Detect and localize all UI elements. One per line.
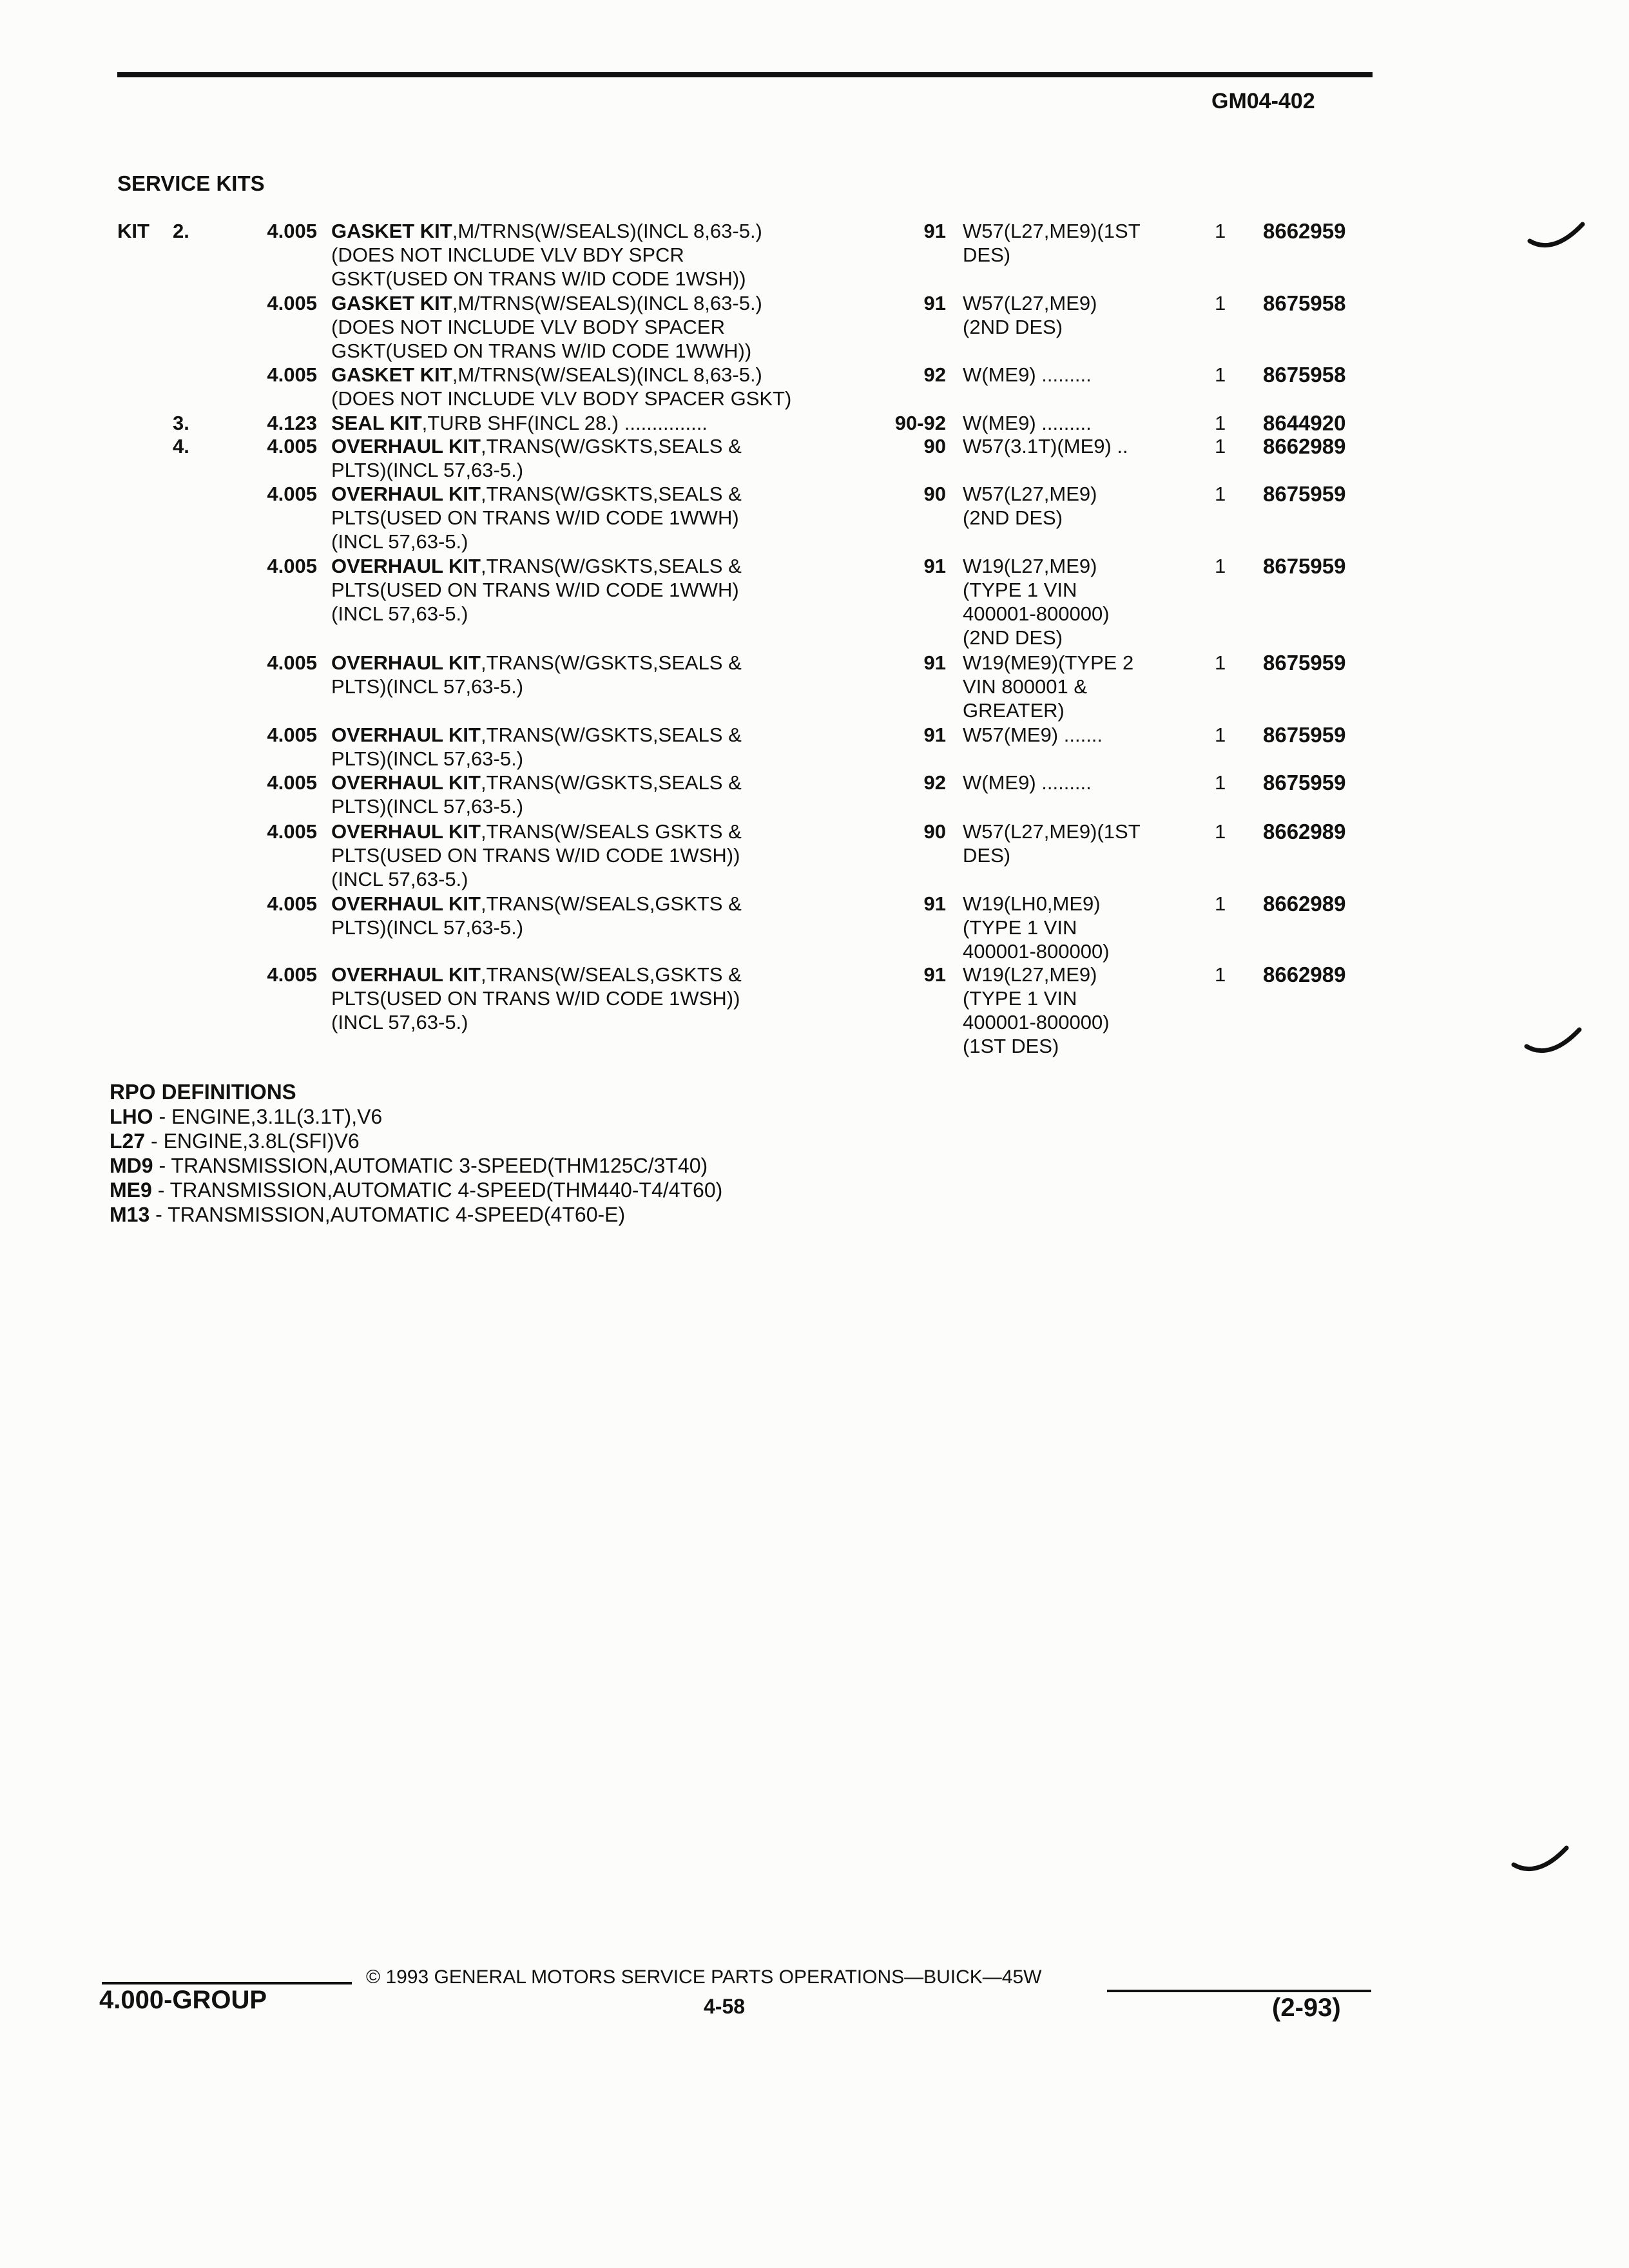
rpo-text: - TRANSMISSION,AUTOMATIC 4-SPEED(THM440-T4/4T60) bbox=[151, 1178, 723, 1202]
model-year: 90 bbox=[923, 483, 946, 505]
figure-number: 4.005 bbox=[267, 363, 317, 386]
part-name: GASKET KIT bbox=[331, 220, 452, 242]
application: W(ME9) ......... bbox=[963, 771, 1092, 794]
application: W57(L27,ME9) (2ND DES) bbox=[963, 483, 1097, 529]
application: W19(L27,ME9) (TYPE 1 VIN 400001-800000) (1ST DES) bbox=[963, 963, 1110, 1057]
quantity: 1 bbox=[1215, 220, 1226, 242]
quantity: 1 bbox=[1215, 724, 1226, 746]
rpo-code: M13 bbox=[110, 1203, 150, 1226]
part-name: OVERHAUL KIT bbox=[331, 724, 481, 746]
part-number: 8662989 bbox=[1263, 434, 1346, 458]
figure-number: 4.005 bbox=[267, 435, 317, 457]
part-number: 8644920 bbox=[1263, 411, 1346, 435]
part-description: OVERHAUL KIT,TRANS(W/GSKTS,SEALS & PLTS)(INCL 57,63-5.) bbox=[331, 651, 742, 698]
figure-number: 4.005 bbox=[267, 555, 317, 577]
check-mark-icon bbox=[1524, 1024, 1582, 1063]
quantity: 1 bbox=[1215, 483, 1226, 505]
part-number: 8675959 bbox=[1263, 651, 1346, 675]
document-code: GM04-402 bbox=[1211, 89, 1315, 113]
model-year: 91 bbox=[923, 220, 946, 242]
kit-label: KIT bbox=[117, 220, 149, 242]
application: W57(ME9) ....... bbox=[963, 724, 1103, 746]
rpo-definition bbox=[110, 1129, 360, 1153]
rpo-code: MD9 bbox=[110, 1154, 153, 1177]
page-number: 4-58 bbox=[704, 1995, 746, 2018]
rpo-text: - TRANSMISSION,AUTOMATIC 3-SPEED(THM125C/3T40) bbox=[153, 1154, 708, 1177]
check-mark-icon bbox=[1511, 1843, 1569, 1881]
application: W19(ME9)(TYPE 2 VIN 800001 & GREATER) bbox=[963, 651, 1134, 722]
item-number: 3. bbox=[173, 412, 189, 434]
figure-number: 4.005 bbox=[267, 220, 317, 242]
model-year: 91 bbox=[923, 724, 946, 746]
section-title: SERVICE KITS bbox=[117, 171, 265, 195]
rpo-definitions-title: RPO DEFINITIONS bbox=[110, 1080, 296, 1104]
rpo-text: - ENGINE,3.8L(SFI)V6 bbox=[145, 1129, 360, 1153]
quantity: 1 bbox=[1215, 555, 1226, 577]
top-rule bbox=[117, 72, 1373, 77]
part-description: OVERHAUL KIT,TRANS(W/GSKTS,SEALS & PLTS)(INCL 57,63-5.) bbox=[331, 771, 742, 818]
part-number: 8675958 bbox=[1263, 291, 1346, 315]
part-number: 8662989 bbox=[1263, 820, 1346, 843]
quantity: 1 bbox=[1215, 892, 1226, 915]
application: W(ME9) ......... bbox=[963, 363, 1092, 386]
part-number: 8675959 bbox=[1263, 723, 1346, 747]
quantity: 1 bbox=[1215, 412, 1226, 434]
part-description: SEAL KIT,TURB SHF(INCL 28.) ............... bbox=[331, 412, 708, 434]
part-number: 8675959 bbox=[1263, 482, 1346, 506]
rpo-code: LHO bbox=[110, 1105, 153, 1128]
part-number: 8662989 bbox=[1263, 892, 1346, 916]
figure-number: 4.005 bbox=[267, 771, 317, 794]
model-year: 90-92 bbox=[894, 412, 946, 434]
model-year: 92 bbox=[923, 363, 946, 386]
quantity: 1 bbox=[1215, 292, 1226, 314]
part-name: OVERHAUL KIT bbox=[331, 963, 481, 986]
check-mark-icon bbox=[1527, 219, 1585, 258]
copyright-notice: © 1993 GENERAL MOTORS SERVICE PARTS OPERATIONS—BUICK—45W bbox=[366, 1966, 1042, 1988]
figure-number: 4.005 bbox=[267, 724, 317, 746]
part-description: GASKET KIT,M/TRNS(W/SEALS)(INCL 8,63-5.) (DOES NOT INCLUDE VLV BODY SPACER GSKT(USED ON TRANS W/ID CODE 1WWH)) bbox=[331, 292, 762, 362]
rpo-text: - TRANSMISSION,AUTOMATIC 4-SPEED(4T60-E) bbox=[149, 1203, 626, 1226]
part-description: OVERHAUL KIT,TRANS(W/SEALS,GSKTS & PLTS(USED ON TRANS W/ID CODE 1WSH)) (INCL 57,63-5.) bbox=[331, 963, 742, 1033]
quantity: 1 bbox=[1215, 820, 1226, 843]
part-description: OVERHAUL KIT,TRANS(W/GSKTS,SEALS & PLTS)(INCL 57,63-5.) bbox=[331, 724, 742, 770]
item-number: 2. bbox=[173, 220, 189, 242]
part-name: OVERHAUL KIT bbox=[331, 771, 481, 794]
rpo-definition bbox=[110, 1178, 722, 1202]
figure-number: 4.005 bbox=[267, 820, 317, 843]
figure-number: 4.005 bbox=[267, 892, 317, 915]
part-name: OVERHAUL KIT bbox=[331, 435, 481, 457]
footer-rule bbox=[1107, 1990, 1371, 1992]
application: W(ME9) ......... bbox=[963, 412, 1092, 434]
quantity: 1 bbox=[1215, 771, 1226, 794]
rpo-definition bbox=[110, 1202, 625, 1227]
application: W57(L27,ME9)(1ST DES) bbox=[963, 820, 1141, 867]
part-name: OVERHAUL KIT bbox=[331, 892, 481, 915]
application: W19(L27,ME9) (TYPE 1 VIN 400001-800000) (2ND DES) bbox=[963, 555, 1110, 649]
part-number: 8675959 bbox=[1263, 554, 1346, 578]
model-year: 91 bbox=[923, 892, 946, 915]
part-description: OVERHAUL KIT,TRANS(W/GSKTS,SEALS & PLTS(USED ON TRANS W/ID CODE 1WWH) (INCL 57,63-5.) bbox=[331, 555, 742, 625]
part-number: 8675958 bbox=[1263, 363, 1346, 387]
model-year: 92 bbox=[923, 771, 946, 794]
part-name: GASKET KIT bbox=[331, 363, 452, 386]
model-year: 90 bbox=[923, 820, 946, 843]
figure-number: 4.005 bbox=[267, 651, 317, 674]
quantity: 1 bbox=[1215, 963, 1226, 986]
group-label: 4.000-GROUP bbox=[99, 1986, 267, 2014]
part-name: OVERHAUL KIT bbox=[331, 555, 481, 577]
part-name: OVERHAUL KIT bbox=[331, 820, 481, 843]
part-description: OVERHAUL KIT,TRANS(W/GSKTS,SEALS & PLTS(USED ON TRANS W/ID CODE 1WWH) (INCL 57,63-5.) bbox=[331, 483, 742, 553]
part-name: OVERHAUL KIT bbox=[331, 651, 481, 674]
part-description: OVERHAUL KIT,TRANS(W/SEALS GSKTS & PLTS(USED ON TRANS W/ID CODE 1WSH)) (INCL 57,63-5.) bbox=[331, 820, 742, 890]
part-number: 8675959 bbox=[1263, 771, 1346, 794]
figure-number: 4.005 bbox=[267, 963, 317, 986]
model-year: 91 bbox=[923, 555, 946, 577]
quantity: 1 bbox=[1215, 435, 1226, 457]
footer-rule bbox=[102, 1982, 352, 1984]
application: W57(L27,ME9) (2ND DES) bbox=[963, 292, 1097, 338]
rpo-definition bbox=[110, 1153, 708, 1178]
rpo-code: ME9 bbox=[110, 1178, 152, 1202]
quantity: 1 bbox=[1215, 651, 1226, 674]
item-number: 4. bbox=[173, 435, 189, 457]
rpo-definition bbox=[110, 1104, 382, 1129]
model-year: 91 bbox=[923, 651, 946, 674]
part-name: GASKET KIT bbox=[331, 292, 452, 314]
part-name: SEAL KIT bbox=[331, 412, 422, 434]
part-number: 8662989 bbox=[1263, 963, 1346, 986]
figure-number: 4.005 bbox=[267, 483, 317, 505]
part-description: OVERHAUL KIT,TRANS(W/SEALS,GSKTS & PLTS)(INCL 57,63-5.) bbox=[331, 892, 742, 939]
part-name: OVERHAUL KIT bbox=[331, 483, 481, 505]
part-description: OVERHAUL KIT,TRANS(W/GSKTS,SEALS & PLTS)(INCL 57,63-5.) bbox=[331, 435, 742, 481]
rpo-code: L27 bbox=[110, 1129, 146, 1153]
revision-date: (2-93) bbox=[1272, 1994, 1341, 2022]
model-year: 91 bbox=[923, 963, 946, 986]
part-number: 8662959 bbox=[1263, 219, 1346, 243]
model-year: 91 bbox=[923, 292, 946, 314]
application: W19(LH0,ME9) (TYPE 1 VIN 400001-800000) bbox=[963, 892, 1110, 963]
figure-number: 4.123 bbox=[267, 412, 317, 434]
rpo-text: - ENGINE,3.1L(3.1T),V6 bbox=[153, 1105, 383, 1128]
part-description: GASKET KIT,M/TRNS(W/SEALS)(INCL 8,63-5.) (DOES NOT INCLUDE VLV BDY SPCR GSKT(USED ON TRANS W/ID CODE 1WSH)) bbox=[331, 220, 762, 290]
quantity: 1 bbox=[1215, 363, 1226, 386]
model-year: 90 bbox=[923, 435, 946, 457]
application: W57(3.1T)(ME9) .. bbox=[963, 435, 1128, 457]
application: W57(L27,ME9)(1ST DES) bbox=[963, 220, 1141, 266]
part-description: GASKET KIT,M/TRNS(W/SEALS)(INCL 8,63-5.) (DOES NOT INCLUDE VLV BODY SPACER GSKT) bbox=[331, 363, 792, 410]
figure-number: 4.005 bbox=[267, 292, 317, 314]
